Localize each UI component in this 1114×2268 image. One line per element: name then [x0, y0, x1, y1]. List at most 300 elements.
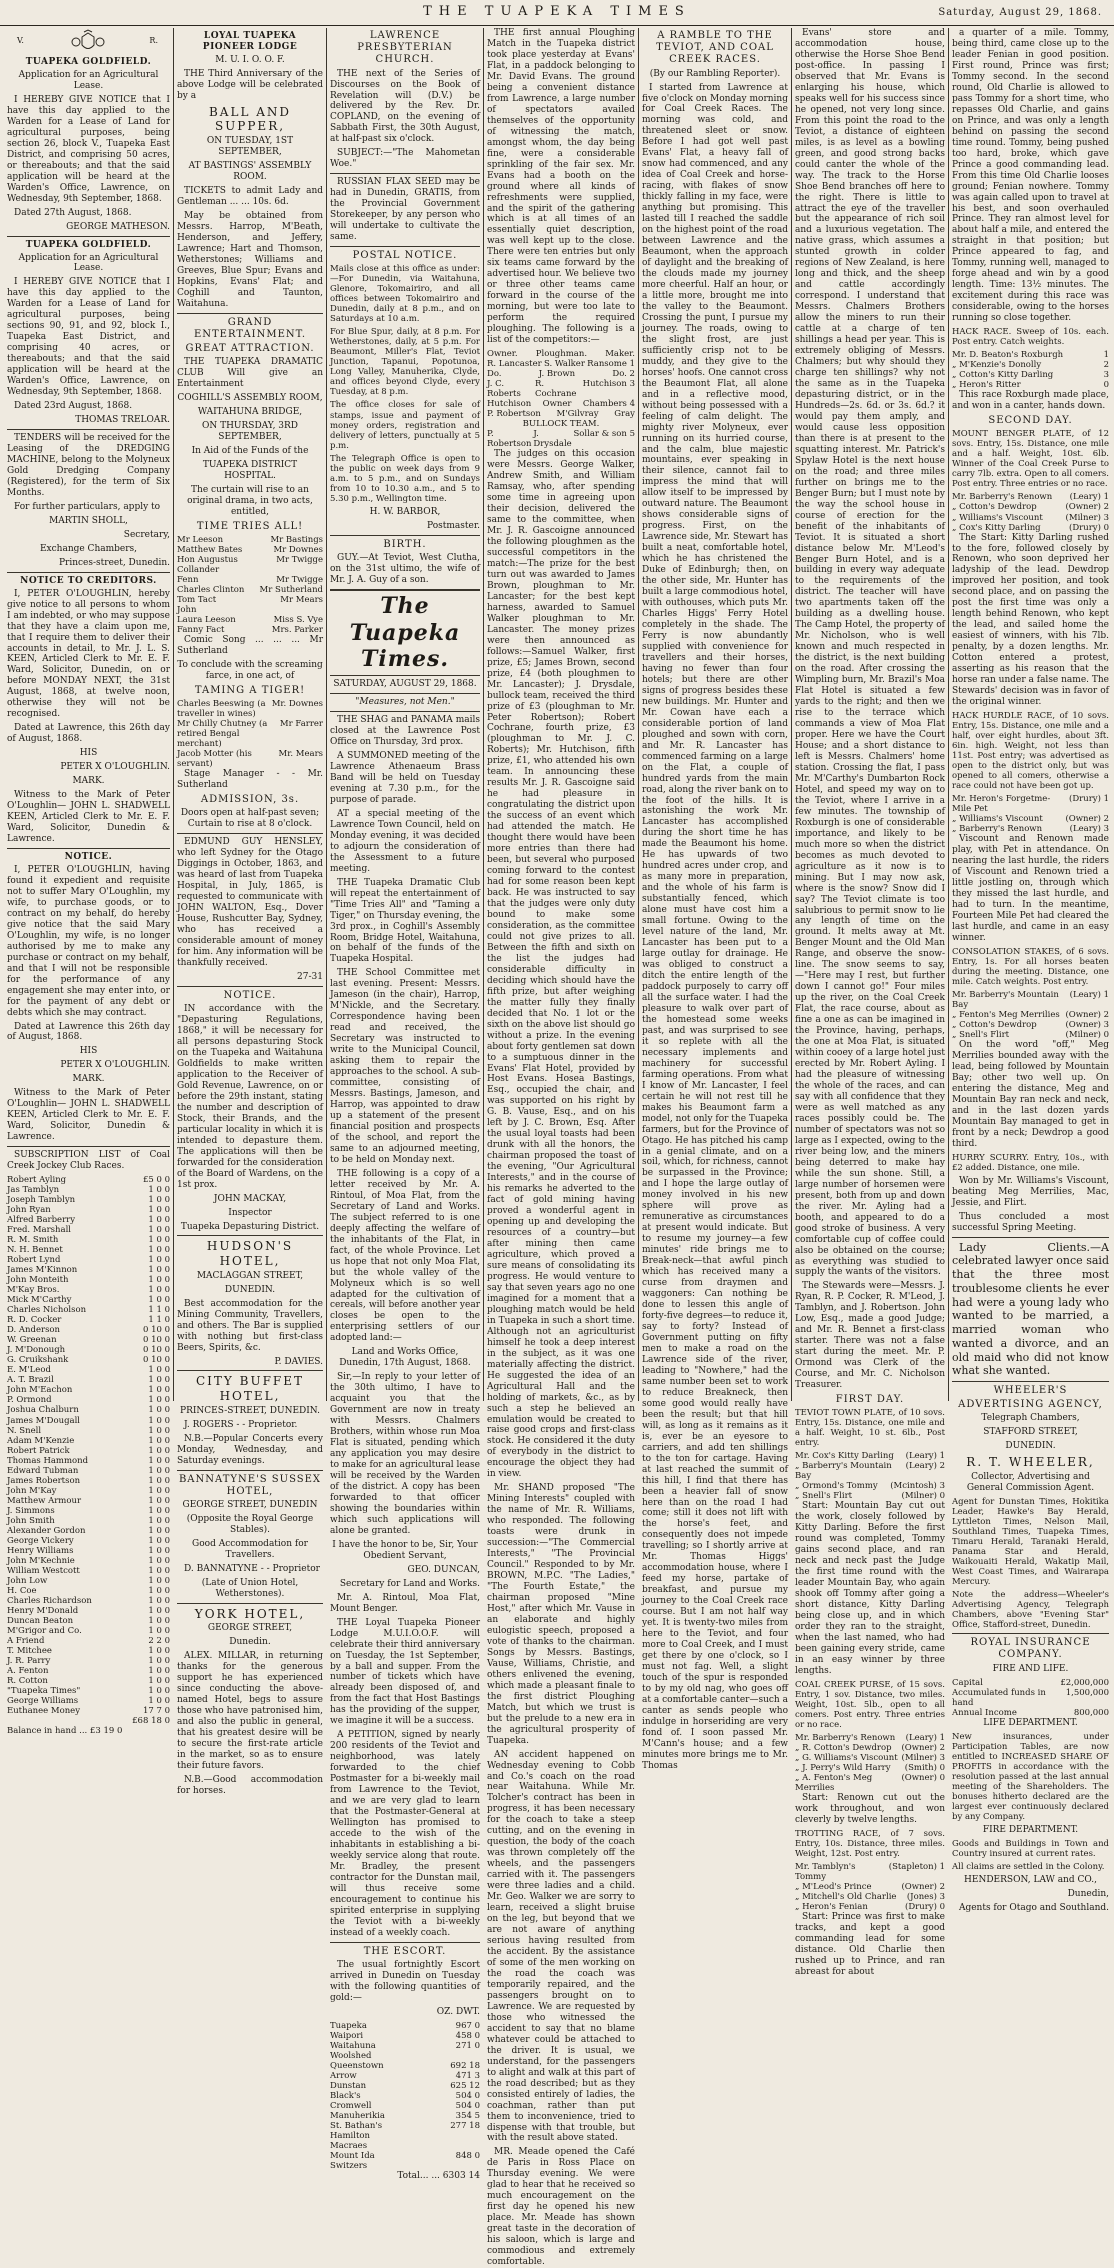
race-title: HURRY SCURRY. Entry, 10s., with £2 added. Distance, one mile.: [952, 1152, 1109, 1173]
race-result-row-cell-1: „ Williams's Viscount: [952, 814, 1043, 825]
lady-clients-item: Lady Clients.—A celebrated lawyer once said that the three most troublesome clients he ever had were a young lady who wanted to be married, a married woman who wanted a divorce, and an old maid who did not know what she wanted.: [952, 1240, 1109, 1378]
race-result-row-cell-1: „ Heron's Fenian: [795, 1902, 868, 1913]
subscriber-row-cell-2: 1 1 0: [148, 1305, 170, 1316]
race-result-row: [795, 1481, 945, 1491]
subscriber-row-cell-2: 1 0 0: [148, 1665, 170, 1676]
cast-row-cell-1: John: [177, 605, 197, 616]
race-result-row: [795, 1733, 945, 1743]
ploughing-row-cell-3: Chambers 4: [582, 399, 635, 410]
race-result-row-cell-2: (Owner) 2: [1065, 1010, 1109, 1020]
subscriber-row-cell-1: John M'Kechnie: [7, 1555, 75, 1566]
race-title: MOUNT BENGER PLATE, of 12 sovs. Entry, 15s. Distance, one mile and a half. Weight, 10st. 6lb. Winner of the Coal Creek Purse to carry 7lb. extra. Open to all comers. Post entry. Three entries or no race.: [952, 429, 1109, 490]
race-title: CONSOLATION STAKES, of 6 sovs. Entry, 1s. For all horses beaten during the meeting. Distance, one mile. Catch weights. Post entry.: [952, 946, 1109, 987]
agency-heading: WHEELER'S: [993, 1385, 1068, 1397]
subscriber-row-cell-1: Alfred Barberry: [7, 1215, 76, 1226]
subscriber-row: [7, 1656, 170, 1666]
letter-recipient: Mr. A. Rintoul, Moa Flat, Mount Benger.: [330, 1592, 480, 1614]
subscriber-row: [7, 1466, 170, 1476]
ploughing-row: [487, 349, 635, 359]
ploughing-row-cell-2: J. Drysdale: [533, 429, 572, 450]
race-report: Won by Mr. Williams's Viscount, beating Meg Merrilies, Mac, Jessie, and Flirt.: [952, 1175, 1109, 1208]
ploughing-row-cell-2: R. Cochrane: [534, 379, 577, 400]
race-result-row: [795, 1753, 945, 1763]
subscriber-row-cell-2: 1 0 0: [148, 1435, 170, 1446]
column-1: [4, 28, 173, 1736]
escort-table: [330, 2021, 480, 2171]
tender-signature: MARTIN SHOLL,: [49, 515, 128, 526]
race-result-row: [795, 1882, 945, 1892]
subscriber-row: [7, 1596, 170, 1606]
subscriber-row-cell-2: 1 0 0: [148, 1285, 170, 1296]
subscriber-row-cell-1: J. Simmons: [7, 1505, 55, 1516]
capital-row-cell-2: 1,500,000: [1065, 1687, 1109, 1698]
race-result-row-cell-1: Mr. D. Beaton's Roxburgh: [952, 350, 1064, 361]
race-results: [795, 1862, 945, 1912]
race-result-row-cell-1: „ Snell's Flirt: [795, 1491, 853, 1502]
subscriber-row: [7, 1255, 170, 1265]
notice-signature: PETER X O'LOUGHLIN.: [60, 1060, 170, 1071]
column-2: [174, 28, 326, 1796]
race-result-row-cell-2: (Owner) 2: [1065, 814, 1109, 825]
notice-mark: MARK.: [72, 1074, 105, 1085]
ploughing-row-cell-2: M'Gilvray: [556, 409, 599, 420]
subscriber-row-cell-1: Henry M'Donald: [7, 1605, 79, 1616]
divider: [7, 236, 170, 237]
agency-address: Telegraph Chambers,: [981, 1413, 1080, 1424]
race-result-row-cell-2: (Owner) 0: [901, 1773, 945, 1784]
notice-his: HIS: [79, 748, 98, 759]
subscriber-row-cell-2: 0 10 0: [142, 1325, 170, 1336]
cast-row-cell-1: Matthew Bates: [177, 544, 243, 555]
subscriber-row-cell-2: 1 0 0: [148, 1675, 170, 1686]
subscriber-row-cell-2: 17 7 0: [142, 1705, 170, 1716]
race-result-row: [952, 990, 1109, 1010]
subscriber-row-cell-1: John Monteith: [7, 1275, 69, 1286]
hotel-street: GEORGE STREET, DUNEDIN: [182, 1499, 318, 1510]
news-item: A SUMMONED meeting of the Lawrence Athenaeum Brass Band will be held on Tuesday evening at 7.30 p.m., for the purpose of parade.: [330, 751, 480, 805]
escort-row-cell-2: 271 0: [455, 2040, 480, 2051]
escort-row-cell-1: Waipori: [330, 2030, 364, 2041]
letter-body: Sir,—In reply to your letter of the 30th ultimo, I have to acquaint you that the Government are now in treaty with Messrs. Chalmers Brothers, within whose run Moa Flat is situated, pending which any application you may desire to make for an agricultural lease will be received by the Warden of the district. A copy has been forwarded to that officer showing the boundaries within which such applications will alone be granted.: [330, 1372, 480, 1536]
subscriber-row-cell-1: M'Grigor and Co.: [7, 1625, 82, 1636]
depasturing-signature: Inspector: [228, 1207, 272, 1218]
subscriber-row-cell-1: N. H. Bennet: [7, 1245, 63, 1256]
ploughing-row-cell-2: J. Brown: [538, 369, 576, 380]
subscriber-row-cell-2: 1 0 0: [148, 1395, 170, 1406]
race-result-row-cell-2: (Owner) 3: [1065, 1020, 1109, 1031]
ploughing-row-cell-1: J. C. Roberts: [487, 379, 521, 400]
subscriber-row-cell-1: Robert Patrick: [7, 1445, 70, 1456]
subscriber-row-cell-1: R. Cotton: [7, 1675, 48, 1686]
agency-name: R. T. WHEELER,: [966, 1455, 1095, 1470]
subscriber-row-cell-1: Robert Ayling: [7, 1175, 67, 1186]
escort-row-cell-1: Mount Ida: [330, 2150, 375, 2161]
hotel-body: N.B.—Popular Concerts every Monday, Wednesday, and Saturday evenings.: [177, 1433, 323, 1466]
subscription-heading: SUBSCRIPTION LIST of Coal Creek Jockey Club Races.: [7, 1150, 170, 1172]
escort-row-cell-2: 471 3: [455, 2070, 480, 2081]
postal-body: The office closes for sale of stamps, issue and payment of money orders, registration and delivery of letters, punctually at 5 p.m.: [330, 400, 480, 451]
ploughing-row-cell-1: R. Lancaster: [487, 359, 542, 370]
subscriber-row-cell-2: 1 0 0: [148, 1565, 170, 1576]
royal-crest: [7, 30, 170, 54]
missing-person-body: EDMUND GUY HENSLEY, who left Sydney for the Otago Diggings in October, 1863, and was heard of last from Tuapeka Hospital, in July, 1865, is requested to communicate with JOHN WALTON, Esq., Dover House, Rushcutter Bay, Sydney, who has received a considerable amount of money for him. Any information will be thankfully received.: [177, 837, 323, 968]
insurance-signature: Agents for Otago and Southland.: [958, 1902, 1109, 1913]
subscriber-row: [7, 1646, 170, 1656]
subscriber-row-cell-2: 1 0 0: [148, 1575, 170, 1586]
race-result-row: [795, 1773, 945, 1793]
subscriber-row: [7, 1696, 170, 1706]
subscriber-row-cell-2: 1 0 0: [148, 1465, 170, 1476]
cast-row: [177, 749, 323, 769]
race-result-row: [952, 1030, 1109, 1040]
postal-body: Mails close at this office as under:—For Dunedin, via Waitahuna, Glenore, Tokomairiro, and all offices between Tokomairiro and Dunedin, daily at 8 p.m., and on Saturdays at 10 a.m.: [330, 264, 480, 325]
subscriber-row-cell-2: 1 0 0: [148, 1455, 170, 1466]
race-title: TROTTING RACE, of 7 sovs. Entry, 10s. Distance, three miles. Weight, 12st. Post entry.: [795, 1829, 945, 1860]
ploughing-row: [487, 369, 635, 379]
subscriber-row-cell-1: Jas Tamblyn: [7, 1185, 60, 1196]
race-result-row-cell-2: (Leary) 1: [905, 1733, 945, 1744]
race-result-row: [795, 1763, 945, 1773]
subscriber-row: [7, 1706, 170, 1716]
subscriber-row: [7, 1496, 170, 1506]
subscriber-row-cell-1: Duncan Beaton: [7, 1615, 74, 1626]
subscriber-row-cell-1: R. M. Smith: [7, 1235, 59, 1246]
insurance-heading: ROYAL INSURANCE COMPANY.: [970, 1637, 1091, 1661]
subscriber-row: [7, 1506, 170, 1516]
ploughing-row-cell-1: P. Robertson: [487, 429, 532, 450]
subscriber-row-cell-2: 1 0 0: [148, 1365, 170, 1376]
escort-row-cell-1: Woolshed: [330, 2050, 372, 2061]
ploughing-article: THE first annual Ploughing Match in the Tuapeka district took place yesterday at Evans' Flat, in a paddock belonging to Mr. David Evans. The ground being a convenient distance from Lawrence, a large number of spectators availed themselves of the opportunity of witnessing the match, amongst whom, the day being fine, were a considerable sprinkling of the fair sex. Mr. Evans had a booth on the ground where all kinds of refreshments were supplied, and the spirit of the gathering which is at all times of an essentially quiet description, was well kept up to the close. There were ten entries but only six teams came forward by the advertised hour. We believe two or three other teams came forward in the course of the morning, but were too late to perform the required ploughing. The following is a list of the competitors:—: [487, 28, 635, 346]
ploughing-row-cell-3: Gray: [614, 409, 635, 420]
subscriber-row: [7, 1355, 170, 1365]
subscriber-row: [7, 1285, 170, 1295]
ploughing-row-cell-1: Do.: [487, 369, 502, 380]
birth-heading: BIRTH.: [383, 538, 427, 550]
race-result-row-cell-1: „ Fenton's Meg Merrilies: [952, 1010, 1060, 1020]
subscriber-row-cell-1: Joseph Tamblyn: [7, 1195, 76, 1206]
subscriber-row: [7, 1215, 170, 1225]
divider: [330, 535, 480, 536]
escort-row-cell-1: Macraes: [330, 2140, 368, 2151]
notice-body: I, PETER O'LOUGHLIN, hereby give notice to all persons to whom I am indebted, or who may suppose that they have a claim upon me, that I require them to deliver their accounts in detail, to Mr. J. L. S. KEEN, Articled Clerk to Mr. E. F. Ward, Solicitor, Dunedin, on or before MONDAY NEXT, the 31st August, 1868, at twelve noon, otherwise they will not be recognised.: [7, 588, 170, 720]
agency-city: DUNEDIN.: [1005, 1441, 1056, 1452]
entertainment-body: THE TUAPEKA DRAMATIC CLUB Will give an Entertainment: [177, 357, 323, 390]
ploughing-row-cell-2: Ploughman.: [535, 349, 588, 360]
subscriber-row: [7, 1526, 170, 1536]
insurance-capital: [952, 1678, 1109, 1718]
subscriber-row-cell-2: 1 0 0: [148, 1425, 170, 1436]
race-result-row-cell-1: „ R. Cotton's Dewdrop: [795, 1743, 892, 1754]
subscriber-row-cell-2: 1 0 0: [148, 1255, 170, 1266]
subscriber-row-cell-1: G. Cruikshank: [7, 1355, 69, 1366]
divider: [7, 848, 170, 849]
subscriber-row-cell-1: N. Snell: [7, 1425, 42, 1436]
subscriber-row-cell-2: £5 0 0: [142, 1175, 170, 1186]
race-result-row-cell-1: „ Cotton's Dewdrop: [952, 502, 1037, 513]
race-result-row-cell-2: (Leary) 2: [905, 1461, 945, 1472]
letter-signature: Secretary for Land and Works.: [339, 1578, 480, 1589]
postal-body: The Telegraph Office is open to the public on week days from 9 a.m. to 5 p.m., and on Sundays from 10 to 10.30 a.m., and 5 to 5.30 p.m., Wellington time.: [330, 453, 480, 504]
escort-row: [330, 2121, 480, 2131]
escort-row-cell-2: 625 12: [450, 2080, 480, 2091]
notice-body: I HEREBY GIVE NOTICE that I have this day applied to the Warden for a Lease of Land for agricultural purposes, being section 26, block V., Tuapeka East District, and comprising 50 acres, or thereabouts; and that the said application will be heard at the Warden's Office, Lawrence, on Wednesday, 9th September, 1868.: [7, 94, 170, 204]
subscriber-row-cell-2: 1 0 0: [148, 1375, 170, 1386]
subscriber-row-cell-1: Thomas Hammond: [7, 1455, 89, 1466]
entertainment-bridge: WAITAHUNA BRIDGE,: [197, 407, 303, 418]
hotel-heading: HUDSON'S HOTEL,: [206, 1239, 294, 1269]
race-report: The Start: Kitty Darling rushed to the fore, followed closely by Renown, who soon deprived her ladyship of the lead. Dewdrop improved her position, and took second place, and on passing the post the first time was only a length behind Renown, who kept the lead, and sailed home the easiest of winners, with his 7lb. penalty, by a dozen lengths. Mr. Cotton entered a protest, asserting as his reason that the horse ran under a false name. The Stewards' decision was in favor of the original winner.: [952, 532, 1109, 708]
subscriber-row-cell-1: E. M'Leod: [7, 1365, 51, 1376]
ploughing-row-cell-1: Hutchison: [487, 399, 532, 410]
race-result-row-cell-2: (Drury) 1: [1069, 794, 1109, 805]
agency-body: Note the address—Wheeler's Advertising Agency, Telegraph Chambers, above "Evening Star" Office, Stafford-street, Dunedin.: [952, 1590, 1109, 1631]
subscriber-row: [7, 1365, 170, 1375]
race-result-row-cell-1: „ Barberry's Mountain Bay: [795, 1461, 892, 1482]
subscriber-row: [7, 1335, 170, 1345]
race-title: COAL CREEK PURSE, of 15 sovs. Entry, 1 sov. Distance, two miles. Weight, 10st. 5lb., open to all comers. Post entry. Three entries or no race.: [795, 1679, 945, 1731]
cast-row-cell-1: Mr Chilly Chutney (a retired Bengal merchant): [177, 719, 268, 750]
ploughing-row-cell-2: Owner: [542, 399, 572, 410]
cast-list: [177, 535, 323, 635]
notice-heading: NOTICE.: [64, 851, 113, 862]
hotel-heading: YORK HOTEL,: [194, 1606, 306, 1621]
hotel-city: Dunedin.: [229, 1637, 271, 1648]
ploughing-row: [487, 419, 635, 429]
divider: [952, 1237, 1109, 1238]
race-result-row: [795, 1451, 945, 1461]
ploughing-table: [487, 349, 635, 449]
subscriber-row-cell-2: 1 0 0: [148, 1655, 170, 1666]
notice-signature: GEORGE MATHESON.: [66, 221, 170, 232]
race-result-row-cell-2: (Stapleton) 1: [888, 1862, 945, 1873]
play-title: TIME TRIES ALL!: [196, 520, 304, 532]
cast-list: [177, 699, 323, 769]
subscriber-row: [7, 1586, 170, 1596]
insurance-body: Goods and Buildings in Town and Country insured at current rates.: [952, 1838, 1109, 1859]
subscriber-row-cell-2: 1 1 0: [148, 1315, 170, 1326]
subscriber-row: [7, 1235, 170, 1245]
subscriber-row-cell-2: 2 2 0: [148, 1635, 170, 1646]
race-result-row-cell-2: (Owner) 2: [901, 1882, 945, 1893]
race-title: HACK HURDLE RACE, of 10 sovs. Entry, 15s. Distance, one mile and a half, over eight hurdles, about 3ft. 6in. high. Weight, not less than 11st. Post entry; was advertised as open to the district only, but was opened to all comers, otherwise a race could not have been got up.: [952, 711, 1109, 792]
race-result-row-cell-2: 0: [1103, 380, 1109, 391]
column-4: [484, 28, 638, 2268]
race-day-heading: SECOND DAY.: [988, 415, 1073, 427]
depasturing-body: IN accordance with the "Depasturing Regulations, 1868," it will be necessary for all persons depasturing Stock on the Tuapeka and Waitahuna Goldfields to make written application to the Receiver of Gold Revenue, Lawrence, on or before the 29th instant, stating the number and description of Stock, their Brands, and the particular locality in which it is intended to depasture them. The applications will then be forwarded for the consideration of the Board of Wardens, on the 1st prox.: [177, 1004, 323, 1190]
capital-row-cell-1: Capital: [952, 1677, 983, 1688]
cast-row-cell-1: Jacob Motter (his servant): [177, 749, 252, 770]
lodge-heading: LOYAL TUAPEKA PIONEER LODGE: [202, 31, 298, 52]
race-results: [952, 492, 1109, 532]
insurance-life-heading: LIFE DEPARTMENT.: [983, 1717, 1078, 1728]
depasturing-signature: Tuapeka Depasturing District.: [180, 1221, 320, 1232]
subscriber-row-cell-2: 1 0 0: [148, 1225, 170, 1236]
subscriber-row-cell-2: 1 0 0: [148, 1195, 170, 1206]
subscriber-row-cell-2: 1 0 0: [148, 1585, 170, 1596]
postal-signature: Postmaster.: [427, 520, 480, 531]
entertainment-sub: GREAT ATTRACTION.: [185, 342, 315, 354]
race-day-heading: FIRST DAY.: [835, 1394, 905, 1406]
subscriber-row-cell-1: A. T. Brazil: [7, 1375, 54, 1386]
escort-row-cell-1: Queenstown: [330, 2060, 384, 2071]
race-result-row-cell-2: (Drury) 0: [1069, 522, 1109, 533]
insurance-body: New insurances, under Participation Tables, are now entitled to INCREASED SHARE OF PROFITS in accordance with the resolution passed at the last annual meeting of the Shareholders. The bonuses hitherto declared are the largest ever continuously declared by any Company.: [952, 1731, 1109, 1822]
hotel-street: PRINCES-STREET, DUNEDIN.: [180, 1405, 320, 1416]
race-report: Start: Renown cut out the work throughout, and won cleverly by twelve lengths.: [795, 1793, 945, 1826]
subscriber-row: [7, 1436, 170, 1446]
race-results: [795, 1451, 945, 1501]
cast-row-cell-2: Mr Downes: [273, 544, 323, 555]
subscriber-row-cell-2: 1 0 0: [148, 1615, 170, 1626]
cast-row-cell-2: Mrs. Parker: [271, 625, 323, 636]
crest-letter-v: V.: [17, 36, 24, 45]
subscriber-row: [7, 1636, 170, 1646]
subscriber-row-cell-1: James M'Dougall: [7, 1415, 81, 1426]
lodge-tickets: TICKETS to admit Lady and Gentleman ... ... 10s. 6d.: [177, 185, 323, 207]
race-result-row: [795, 1743, 945, 1753]
subscriber-row: [7, 1315, 170, 1325]
subscriber-row: [7, 1416, 170, 1426]
cast-row: [177, 535, 323, 545]
escort-row-cell-2: 354 5: [455, 2110, 480, 2121]
masthead-date: Saturday, August 29, 1868.: [938, 7, 1102, 18]
hotel-note: N.B.—Good accommodation for horses.: [177, 1774, 323, 1796]
subscriber-row-cell-1: Joshua Chalburn: [7, 1405, 79, 1416]
crest-letter-r: R.: [149, 36, 158, 45]
hotel-city: DUNEDIN.: [224, 1284, 276, 1295]
race-result-row-cell-1: „ M'Kenzie's Donolly: [952, 360, 1042, 371]
subscriber-row-cell-1: John M'Kay: [7, 1485, 57, 1496]
divider: [952, 1633, 1109, 1634]
race-result-row-cell-2: (Leary) 3: [1069, 824, 1109, 835]
subscriber-row-cell-1: Edward Tubman: [7, 1465, 79, 1476]
divider: [177, 1603, 323, 1604]
subscriber-row: [7, 1205, 170, 1215]
race-result-row: [952, 1020, 1109, 1030]
subscriber-row-cell-1: Mick M'Carthy: [7, 1295, 72, 1306]
race-result-row: [952, 370, 1109, 380]
race-result-row: [795, 1461, 945, 1481]
cast-row-cell-2: Mr Twigge: [276, 575, 323, 585]
race-result-row-cell-1: Mr. Cox's Kitty Darling: [795, 1451, 894, 1462]
birth-body: GUY.—At Teviot, West Clutha, on the 31st ultimo, the wife of Mr. J. A. Guy of a son.: [330, 552, 480, 585]
subscriber-row-cell-1: H. Coe: [7, 1585, 37, 1596]
subscriber-row-cell-1: R. D. Cocker: [7, 1315, 62, 1326]
race-result-row-cell-1: „ Barberry's Renown: [952, 824, 1043, 835]
subscriber-row: [7, 1426, 170, 1436]
flax-body: RUSSIAN FLAX SEED may be had in Dunedin, GRATIS, from the Provincial Government Storekeeper, by any person who will undertake to cultivate the same.: [330, 177, 480, 243]
escort-row-cell-1: Manuherikia: [330, 2110, 385, 2121]
subscriber-row-cell-2: 1 0 0: [148, 1245, 170, 1256]
tender-signature: Exchange Chambers,: [39, 543, 138, 554]
escort-row: [330, 2101, 480, 2111]
subscriber-row-cell-1: George Williams: [7, 1695, 79, 1706]
race-result-row-cell-1: „ Ormond's Tommy: [795, 1481, 878, 1492]
race-result-row-cell-1: „ Snell's Flirt: [952, 1030, 1010, 1041]
escort-row-cell-2: 504 0: [455, 2090, 480, 2101]
ploughing-row-cell-2: BULLOCK TEAM.: [522, 419, 600, 430]
capital-row-cell-1: Accumulated funds in hand: [952, 1687, 1046, 1708]
escort-row: [330, 2051, 480, 2061]
subscriber-row: [7, 1305, 170, 1315]
notice-subheading: Application for an Agricultural Lease.: [18, 252, 159, 274]
comic-song: Comic Song ... ... ... Mr Sutherland: [177, 635, 323, 657]
divider: [7, 1146, 170, 1147]
subscriber-row-cell-1: Euthanee Money: [7, 1705, 81, 1716]
ploughing-row-cell-3: Do. 2: [612, 369, 635, 380]
hotel-signature: J. ROGERS - - Proprietor.: [184, 1419, 298, 1430]
escort-row: [330, 2151, 480, 2161]
notice-subheading: Application for an Agricultural Lease.: [18, 69, 159, 91]
news-item: THE School Committee met last evening. Present: Messrs. Jameson (in the chair), Harrop, M'Nickle, and the Secretary. Correspondence having been read and received, the Secretary was instructed to write to the Municipal Council, asking them to repair the approaches to the school. A sub-committee, consisting of Messrs. Bastings, Jameson, and Harrop, was appointed to draw up a statement of the present financial position and prospects of the school, and report the same to an adjourned meeting, to be held on Monday next.: [330, 968, 480, 1165]
cast-row-cell-2: Mr Sutherland: [259, 585, 323, 596]
subscriber-row-cell-2: 1 0 0: [148, 1535, 170, 1546]
cast-row-cell-1: Charles Clinton: [177, 585, 245, 596]
divider: [330, 246, 480, 247]
subscriber-row-cell-1: P. Ormond: [7, 1395, 52, 1406]
notice-date: Dated 23rd August, 1868.: [14, 401, 133, 412]
race-report: Viscount and Renown made play, with Pet in attendance. On nearing the last hurdle, the riders of Viscount and Renown tried a little jostling on, through which they missed the last hurdle, and had to turn. In the meantime, Fourteen Mile Pet had cleared the last hurdle, and came in an easy winner.: [952, 834, 1109, 943]
subscriber-row-cell-1: Matthew Armour: [7, 1495, 82, 1506]
subscriber-row: [7, 1446, 170, 1456]
divider: [177, 986, 323, 987]
capital-row-cell-1: Annual Income: [952, 1707, 1017, 1718]
cast-row: [177, 615, 323, 625]
ploughing-row-cell-2: S. Walker: [543, 359, 585, 370]
escort-row-cell-1: Cromwell: [330, 2100, 372, 2111]
escort-row-cell-1: Dunstan: [330, 2080, 367, 2091]
race-result-row-cell-2: (Milner) 3: [901, 1753, 945, 1764]
race-result-row: [952, 1010, 1109, 1020]
subscriber-row-cell-2: 1 0 0: [148, 1495, 170, 1506]
subscriber-row-cell-1: James M'Kinnon: [7, 1265, 78, 1276]
subscriber-row: [7, 1225, 170, 1235]
hotel-heading: CITY BUFFET HOTEL,: [195, 1374, 304, 1404]
subscriber-row-cell-2: 1 0 0: [148, 1515, 170, 1526]
escort-row: [330, 2071, 480, 2081]
subscriber-row-cell-1: Charles Richardson: [7, 1595, 92, 1606]
race-result-row-cell-2: (Smith) 0: [904, 1763, 945, 1774]
lodge-body: THE Third Anniversary of the above Lodge will be celebrated by a: [177, 68, 323, 101]
entertainment-conclude: To conclude with the screaming farce, in one act, of: [177, 660, 323, 681]
divider: [952, 1381, 1109, 1382]
cast-row-cell-1: Fenn: [177, 575, 199, 585]
race-result-row-cell-2: (Leary) 1: [905, 1451, 945, 1462]
cast-row-cell-2: Mr Twigge: [276, 554, 323, 565]
race-result-row-cell-2: (Milner) 3: [1065, 512, 1109, 523]
escort-row: [330, 2161, 480, 2171]
race-result-row-cell-1: Mr. Barberry's Mountain Bay: [952, 989, 1059, 1010]
race-result-row-cell-2: (Milner) 0: [1065, 1030, 1109, 1041]
race-report: a quarter of a mile. Tommy, being third, came close up to the leader Fenian in good position. First round, Prince was first; Tommy second. In the second round, Old Charlie is allowed to pass Tommy for a short time, who repasses Old Charlie, and gains on Prince, and was only a length behind on passing the second time round. Tommy, being pushed too hard, broke, which gave Prince a good commanding lead. From this time Old Charlie looses ground; Fenian nowhere. Tommy was again called upon to travel at his best, and soon overhauled Prince. They ran almost level for about half a mile, and entered the straight in that position; but Prince appeared to fag, and Tommy, running well, managed to forge ahead and win by a good length. Time: 13½ minutes. The excitement during this race was considerable, owing to the horses running so close together.: [952, 28, 1109, 324]
divider: [177, 833, 323, 834]
subscription-total: £68 18 0: [132, 1715, 170, 1726]
race-report: Start: Mountain Bay cut out the work, closely followed by Kitty Darling. Before the first round was completed, Tommy gains second place, and ran neck and neck past the Judge the first time round with the leader Mountain Bay, who again shook off Tommy after going a short distance, Kitty Darling being close up, and in which order they ran to the straight, when the last named, who had been gaining every stride, came in an easy winner by three lengths.: [795, 1501, 945, 1676]
subscriber-row: [7, 1626, 170, 1636]
church-subject: SUBJECT:—"The Mahometan Woe.": [330, 148, 480, 170]
race-result-row-cell-1: „ Mitchell's Old Charlie: [795, 1892, 897, 1903]
stage-manager: Stage Manager - - Mr. Sutherland: [177, 769, 323, 791]
race-result-row-cell-2: (Leary) 1: [1069, 989, 1109, 1000]
subscriber-row-cell-2: 0 10 0: [142, 1345, 170, 1356]
race-results: [952, 350, 1109, 390]
subscriber-row-cell-2: 1 0 0: [148, 1205, 170, 1216]
escort-row-cell-1: Switzers: [330, 2160, 368, 2171]
subscriber-row: [7, 1375, 170, 1385]
cast-row-cell-2: Mr. Downes: [271, 699, 323, 710]
subscriber-row: [7, 1616, 170, 1626]
